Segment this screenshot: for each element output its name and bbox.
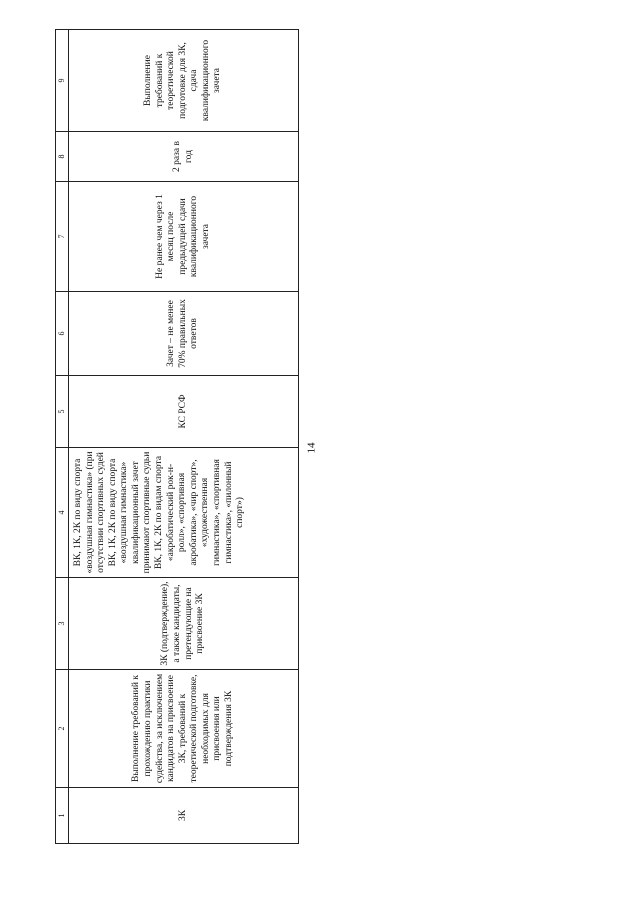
col-number-6: 6 bbox=[56, 292, 69, 376]
body-cell: КС РСФ bbox=[69, 376, 299, 448]
qualification-table bbox=[55, 29, 299, 844]
col-number-4: 4 bbox=[56, 448, 69, 578]
table-row bbox=[69, 30, 299, 844]
rotated-table-container bbox=[55, 30, 299, 844]
col-number-2: 2 bbox=[56, 670, 69, 788]
candidates-cell: 3К (подтверждение), а также кандидаты, претендующие на присвоение 3К bbox=[69, 578, 299, 670]
frequency-cell: 2 раза в год bbox=[69, 132, 299, 182]
col-number-9: 9 bbox=[56, 30, 69, 132]
col-number-7: 7 bbox=[56, 182, 69, 292]
column-number-row bbox=[56, 30, 69, 844]
pass-criteria-cell: Зачет – не менее 70% правильных ответов bbox=[69, 292, 299, 376]
page-number: 14 bbox=[305, 442, 318, 454]
examiners-cell: ВК, 1К, 2К по виду спорта «воздушная гимнастика» (при отсутствии спортивных судей ВК, 1К, 2К по виду спорта «воздушная гимнастика» квалификационный зачет принимают спортивные судьи ВК, 1К, 2К по видам спорта «акробатический рок-н-ролл», «спортивная акробатика», «чир спорт», «художественная гимнастика», «спортивная гимнастика», «пилонный спорт») bbox=[69, 448, 299, 578]
result-cell: Выполнение требований к теоретической подготовке для 3К, сдача квалификационного зачета bbox=[69, 30, 299, 132]
category-cell: 3К bbox=[69, 788, 299, 844]
col-number-8: 8 bbox=[56, 132, 69, 182]
col-number-3: 3 bbox=[56, 578, 69, 670]
requirements-cell: Выполнение требований к прохождению практики судейства, за исключением кандидатов на присвоение 3К, требований к теоретической подготовке, необходимых для присвоения или подтверждения 3К bbox=[69, 670, 299, 788]
retake-period-cell: Не ранее чем через 1 месяц после предыдущей сдачи квалификационного зачета bbox=[69, 182, 299, 292]
col-number-5: 5 bbox=[56, 376, 69, 448]
col-number-1: 1 bbox=[56, 788, 69, 844]
